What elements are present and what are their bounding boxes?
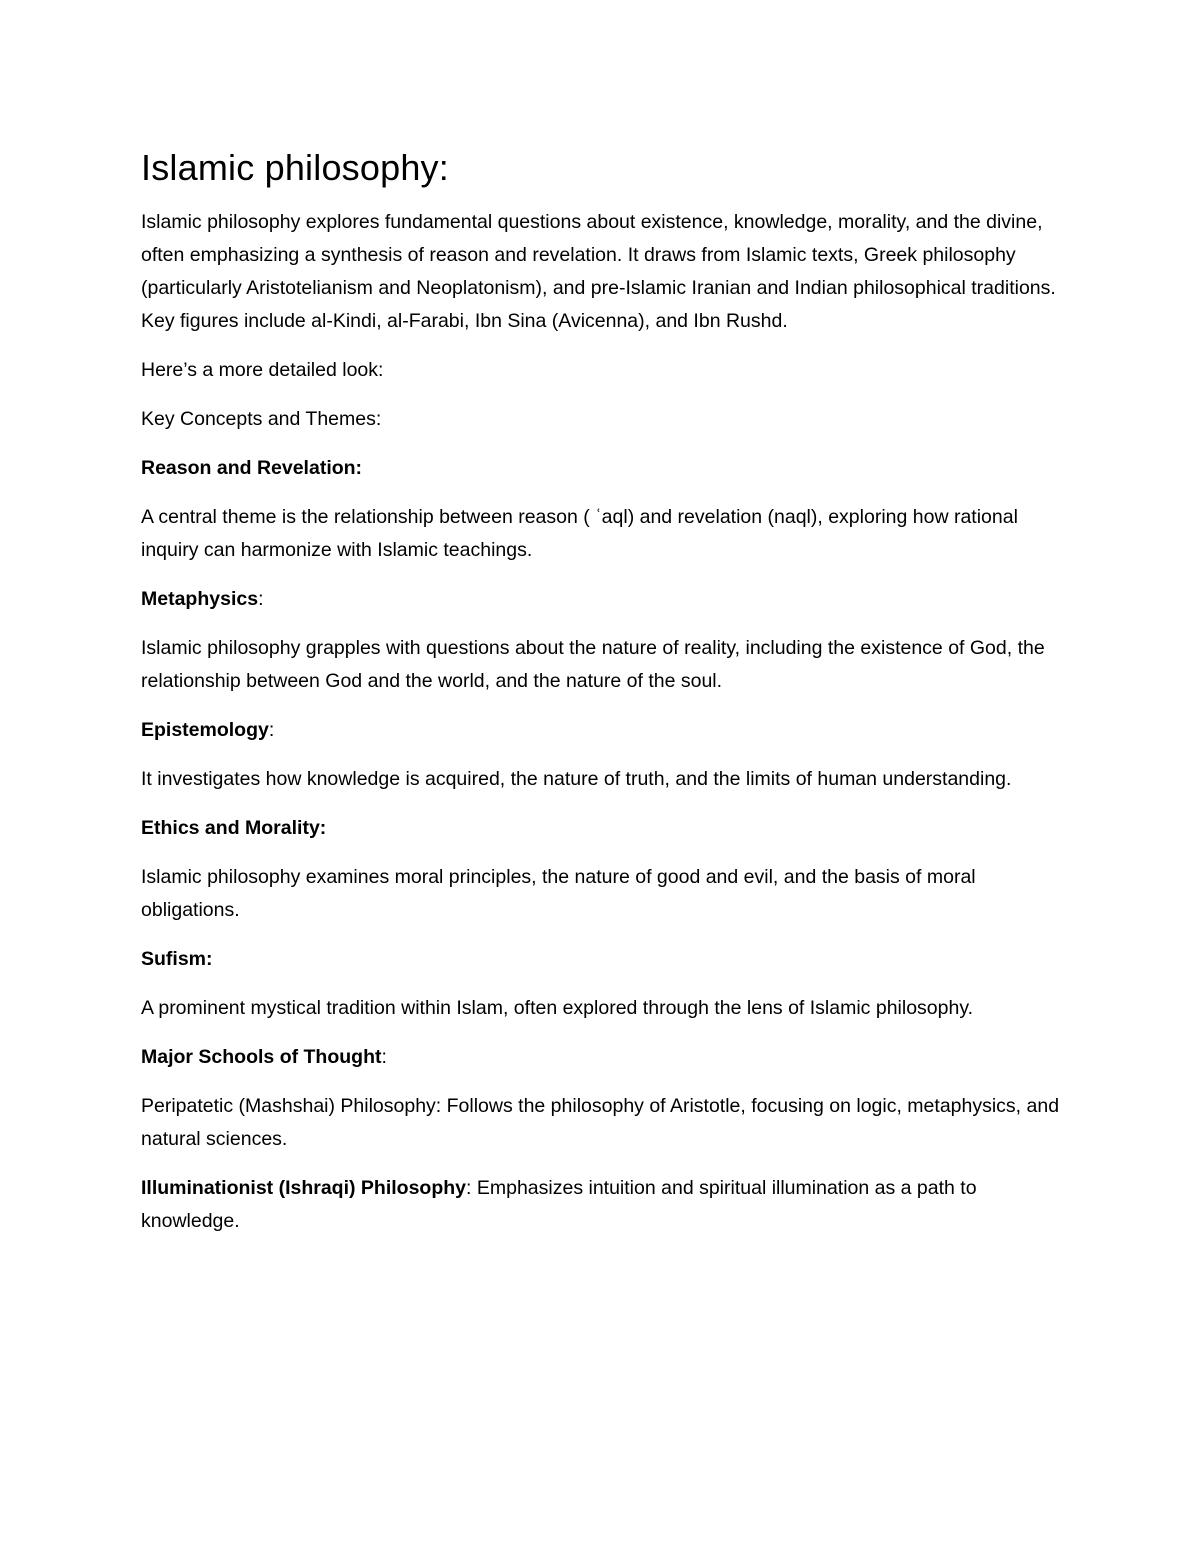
section-heading-epistemology [141,714,1061,747]
section-body-epistemology: It investigates how knowledge is acquired, the nature of truth, and the limits of human understanding. [141,768,1012,790]
section-body-metaphysics: Islamic philosophy grapples with questions about the nature of reality, including the existence of God, the relationship between God and the world, and the nature of the soul. [141,637,1045,692]
section-heading-epistemology-text: Epistemology [141,719,269,741]
section-body-sufism: A prominent mystical tradition within Islam, often explored through the lens of Islamic philosophy. [141,997,974,1019]
section-heading-sufism: Sufism: [141,948,213,970]
schools-heading [141,1041,1061,1074]
schools-heading-colon: : [381,1046,387,1068]
intro-paragraph: Islamic philosophy explores fundamental questions about existence, knowledge, morality, and the divine, often emphasizing a synthesis of reason and revelation. It draws from Islamic texts, Greek philosophy (particularly Aristotelianism and Neoplatonism), and pre-Islamic Iranian and Indian philosophical traditions. Key figures include al-Kindi, al-Farabi, Ibn Sina (Avicenna), and Ibn Rushd. [141,211,1056,332]
section-heading-epistemology-colon: : [268,719,275,741]
peripatetic-paragraph: Peripatetic (Mashshai) Philosophy: Follows the philosophy of Aristotle, focusing on logic, metaphysics, and natural sciences. [141,1095,1060,1150]
illuminationist-paragraph [141,1172,1061,1238]
section-heading-metaphysics [141,583,1061,616]
section-body-reason-revelation: A central theme is the relationship between reason ( ʿaql) and revelation (naql), exploring how rational inquiry can harmonize with Islamic teachings. [141,506,1018,561]
detailed-look-text: Here’s a more detailed look: [141,359,384,381]
key-concepts-label: Key Concepts and Themes: [141,408,382,430]
section-heading-metaphysics-text: Metaphysics [141,588,259,610]
section-body-ethics: Islamic philosophy examines moral principles, the nature of good and evil, and the basis of moral obligations. [141,866,976,921]
document-body [141,142,1061,1254]
illuminationist-label: Illuminationist (Ishraqi) Philosophy [141,1177,467,1199]
section-heading-ethics: Ethics and Morality: [141,817,327,839]
section-heading-reason-revelation: Reason and Revelation: [141,457,363,479]
page-title: Islamic philosophy: [141,147,449,188]
section-heading-metaphysics-colon: : [258,588,264,610]
schools-heading-text: Major Schools of Thought [141,1046,382,1068]
illuminationist-body: : Emphasizes intuition and spiritual illumination as a path to knowledge. [141,1177,977,1232]
